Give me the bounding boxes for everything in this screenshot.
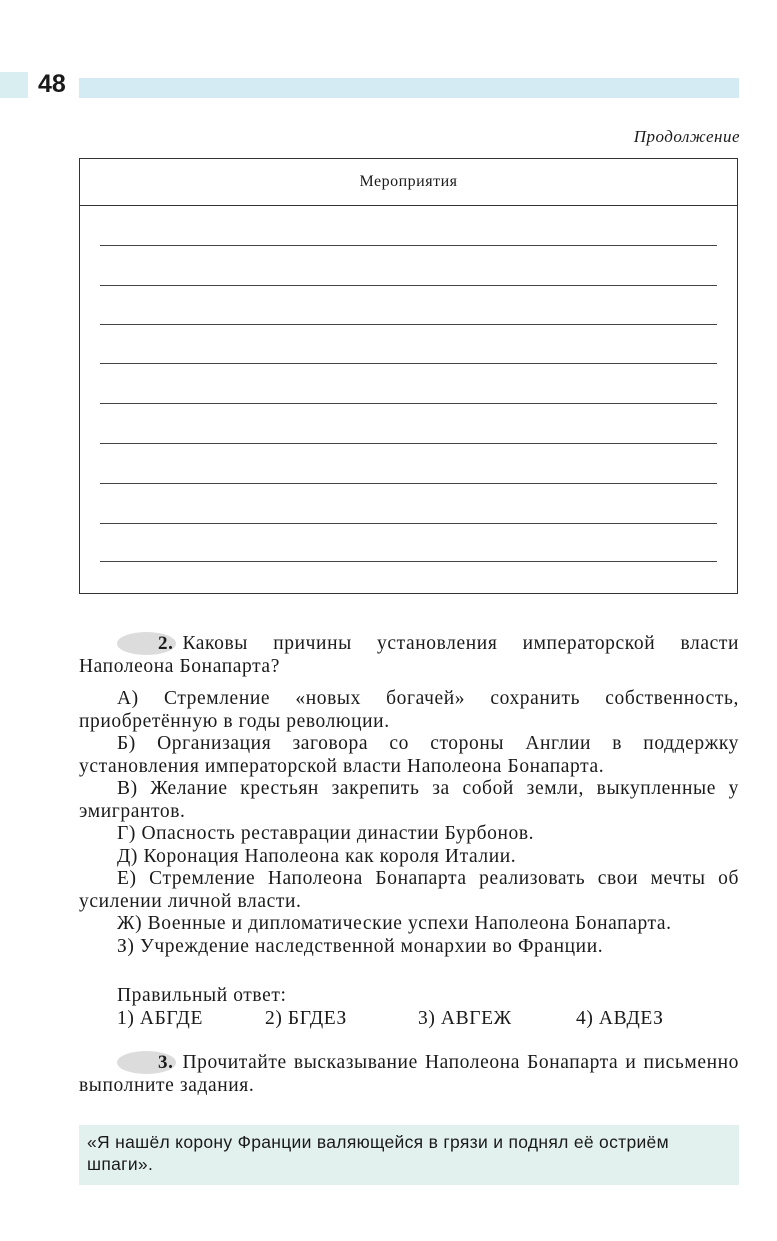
answer-line[interactable] xyxy=(100,403,717,404)
quote-box xyxy=(79,1125,739,1185)
answer-line[interactable] xyxy=(100,245,717,246)
answer-block xyxy=(117,985,739,1030)
option-item: Б) Организация заговора со стороны Англии в поддержку установления императорской власти Наполеона Бонапарта. xyxy=(79,733,739,777)
question-text: Каковы причины установления императорской власти Наполеона Бонапарта? xyxy=(79,633,739,677)
question-number: 2. xyxy=(117,632,176,655)
measures-table xyxy=(79,158,738,594)
answer-line[interactable] xyxy=(100,483,717,484)
answer-line[interactable] xyxy=(100,324,717,325)
option-item: А) Стремление «новых богачей» сохранить собственность, приобретённую в годы революции. xyxy=(79,688,739,732)
answer-label: Правильный ответ: xyxy=(117,985,287,1006)
answer-choices xyxy=(117,1008,739,1031)
question-3 xyxy=(79,1051,739,1097)
question-2 xyxy=(79,632,739,678)
option-item: Ж) Военные и дипломатические успехи Наполеона Бонапарта. xyxy=(117,913,672,934)
question-number: 3. xyxy=(117,1051,176,1074)
answer-line[interactable] xyxy=(100,523,717,524)
answer-choice[interactable]: 3) АВГЕЖ xyxy=(418,1007,512,1029)
option-item: Г) Опасность реставрации династии Бурбонов. xyxy=(117,823,535,844)
header-tab xyxy=(0,72,28,98)
question-2-options xyxy=(79,688,739,958)
page-number: 48 xyxy=(38,70,66,98)
option-item: Д) Коронация Наполеона как короля Италии. xyxy=(117,845,517,867)
question-text: Прочитайте высказывание Наполеона Бонапарта и письменно выполните задания. xyxy=(79,1052,739,1096)
answer-line[interactable] xyxy=(100,285,717,286)
option-item: В) Желание крестьян закрепить за собой земли, выкупленные у эмигрантов. xyxy=(79,778,739,822)
option-item: З) Учреждение наследственной монархии во Франции. xyxy=(117,935,604,957)
answer-choice[interactable]: 4) АВДЕЗ xyxy=(576,1007,664,1029)
table-column-header: Мероприятия xyxy=(80,159,737,206)
quote-text: «Я нашёл корону Франции валяющейся в грязи и поднял её остриём шпаги». xyxy=(87,1132,669,1174)
answer-choice[interactable]: 2) БГДЕЗ xyxy=(265,1007,347,1029)
answer-line[interactable] xyxy=(100,363,717,364)
continuation-label: Продолжение xyxy=(633,127,740,146)
answer-line[interactable] xyxy=(100,443,717,444)
option-item: Е) Стремление Наполеона Бонапарта реализовать свои мечты об усилении личной власти. xyxy=(79,868,739,912)
header-bar xyxy=(79,78,739,98)
answer-line[interactable] xyxy=(100,561,717,562)
answer-choice[interactable]: 1) АБГДЕ xyxy=(117,1007,203,1029)
